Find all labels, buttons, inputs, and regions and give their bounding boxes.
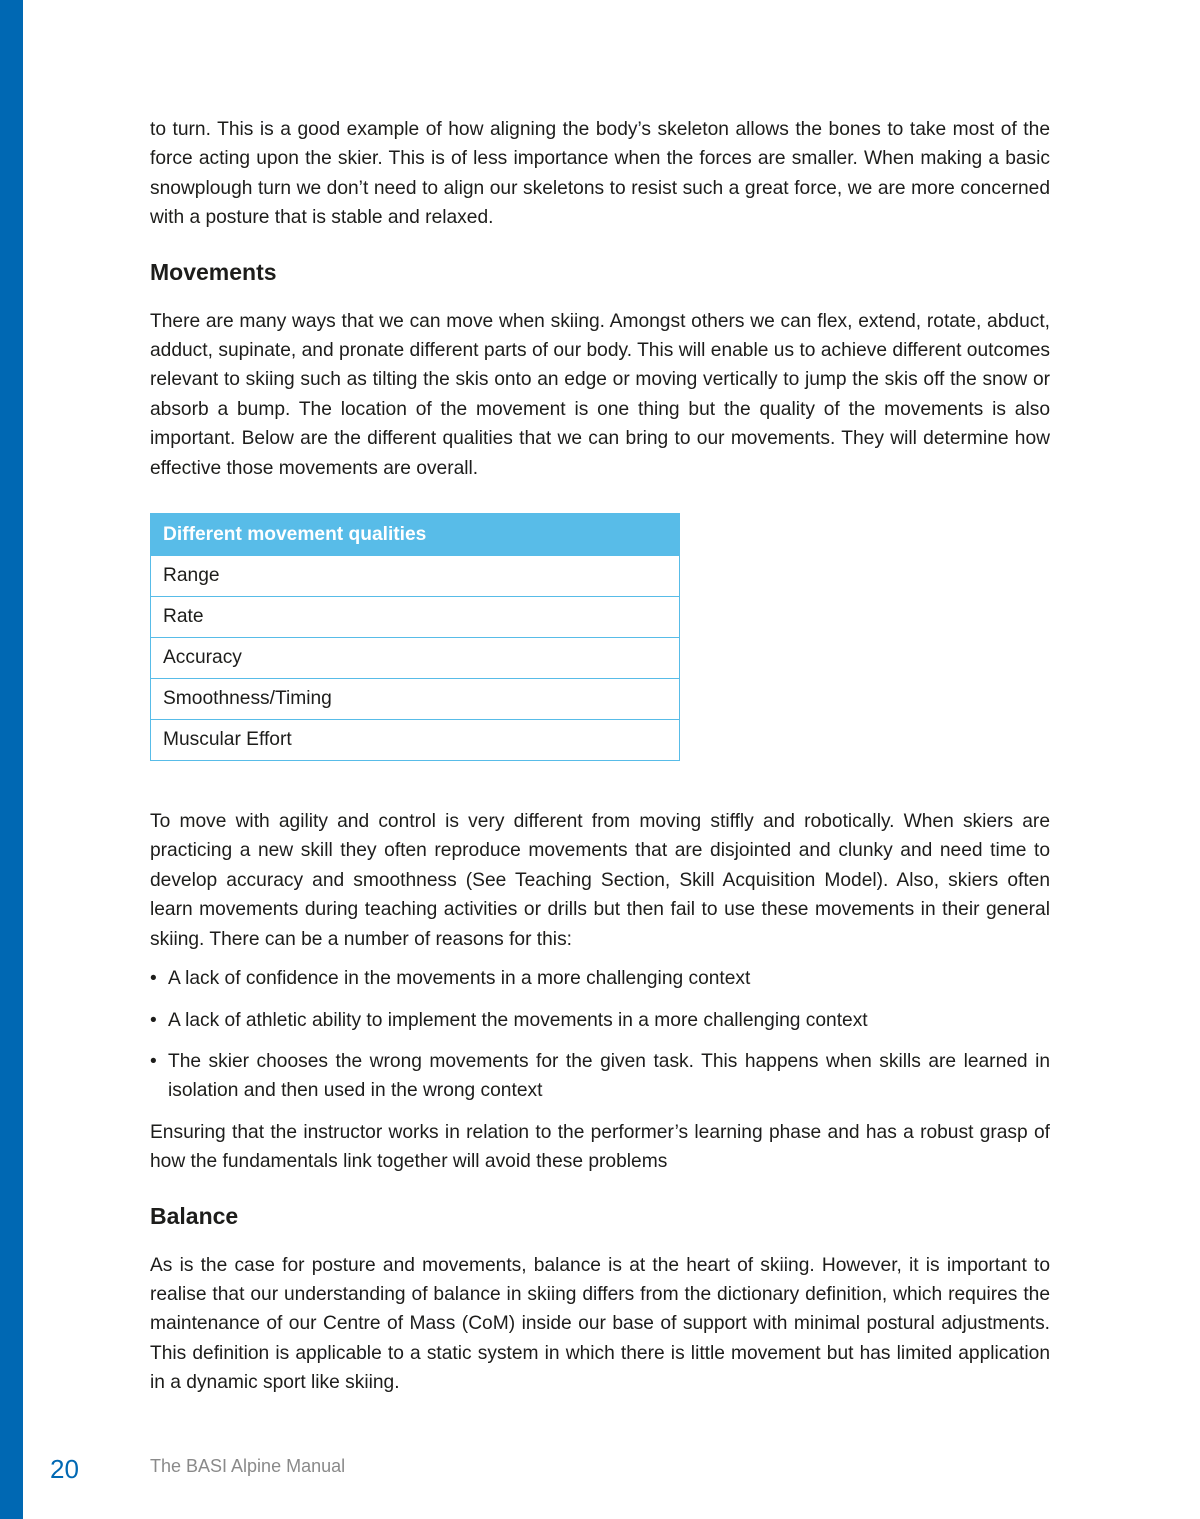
- page-side-bar: [0, 0, 23, 1519]
- table-cell-smoothness-timing: Smoothness/Timing: [151, 679, 680, 720]
- table-cell-rate: Rate: [151, 597, 680, 638]
- bullet-icon: •: [150, 1050, 157, 1072]
- table-row: [151, 556, 680, 597]
- table-header: Different movement qualities: [151, 514, 680, 556]
- balance-heading: Balance: [150, 1202, 239, 1229]
- table-row: [151, 638, 680, 679]
- list-item: [150, 1006, 1050, 1035]
- list-item-text: A lack of athletic ability to implement the movements in a more challenging context: [168, 1009, 868, 1031]
- agility-paragraph: To move with agility and control is very different from moving stiffly and robotically. When skiers are practicing a new skill they often reproduce movements that are disjointed and clunky and need time to develop accuracy and smoothness (See Teaching Section, Skill Acquisition Model). Also, skiers often learn movements during teaching activities or drills but then fail to use these movements in their general skiing. There can be a number of reasons for this:: [150, 811, 1050, 950]
- bullet-icon: •: [150, 1009, 157, 1031]
- table-row: [151, 597, 680, 638]
- movements-paragraph: There are many ways that we can move when skiing. Amongst others we can flex, extend, rotate, abduct, adduct, supinate, and pronate different parts of our body. This will enable us to achieve different outcomes relevant to skiing such as tilting the skis onto an edge or moving vertically to jump the skis off the snow or absorb a bump. The location of the movement is one thing but the quality of the movements is also important. Below are the different qualities that we can bring to our movements. They will determine how effective those movements are overall.: [150, 310, 1050, 479]
- bullet-icon: •: [150, 968, 157, 990]
- table-cell-muscular-effort: Muscular Effort: [151, 720, 680, 761]
- table-row: [151, 720, 680, 761]
- table-header-row: [151, 514, 680, 556]
- list-item: [150, 964, 1050, 993]
- table-cell-accuracy: Accuracy: [151, 638, 680, 679]
- movements-heading: Movements: [150, 258, 277, 285]
- table-row: [151, 679, 680, 720]
- movement-qualities-table: [150, 513, 680, 761]
- list-item-text: The skier chooses the wrong movements for the given task. This happens when skills are learned in isolation and then used in the wrong context: [168, 1050, 1050, 1102]
- table-cell-range: Range: [151, 556, 680, 597]
- balance-paragraph: As is the case for posture and movements, balance is at the heart of skiing. However, it is important to realise that our understanding of balance in skiing differs from the dictionary definition, which requires the maintenance of our Centre of Mass (CoM) inside our base of support with minimal postural adjustments. This definition is applicable to a static system in which there is little movement but has limited application in a dynamic sport like skiing.: [150, 1254, 1050, 1394]
- list-item-text: A lack of confidence in the movements in a more challenging context: [168, 968, 751, 990]
- page-number: 20: [50, 1454, 79, 1484]
- page-content: [150, 115, 1050, 1398]
- list-item: [150, 1047, 1050, 1106]
- reasons-list: [150, 964, 1050, 1106]
- instructor-paragraph: Ensuring that the instructor works in relation to the performer’s learning phase and has a robust grasp of how the fundamentals link together will avoid these problems: [150, 1121, 1050, 1173]
- footer-title: The BASI Alpine Manual: [150, 1456, 346, 1476]
- intro-paragraph: to turn. This is a good example of how aligning the body’s skeleton allows the bones to take most of the force acting upon the skier. This is of less importance when the forces are smaller. When making a basic snowplough turn we don’t need to align our skeletons to resist such a great force, we are more concerned with a posture that is stable and relaxed.: [150, 119, 1050, 229]
